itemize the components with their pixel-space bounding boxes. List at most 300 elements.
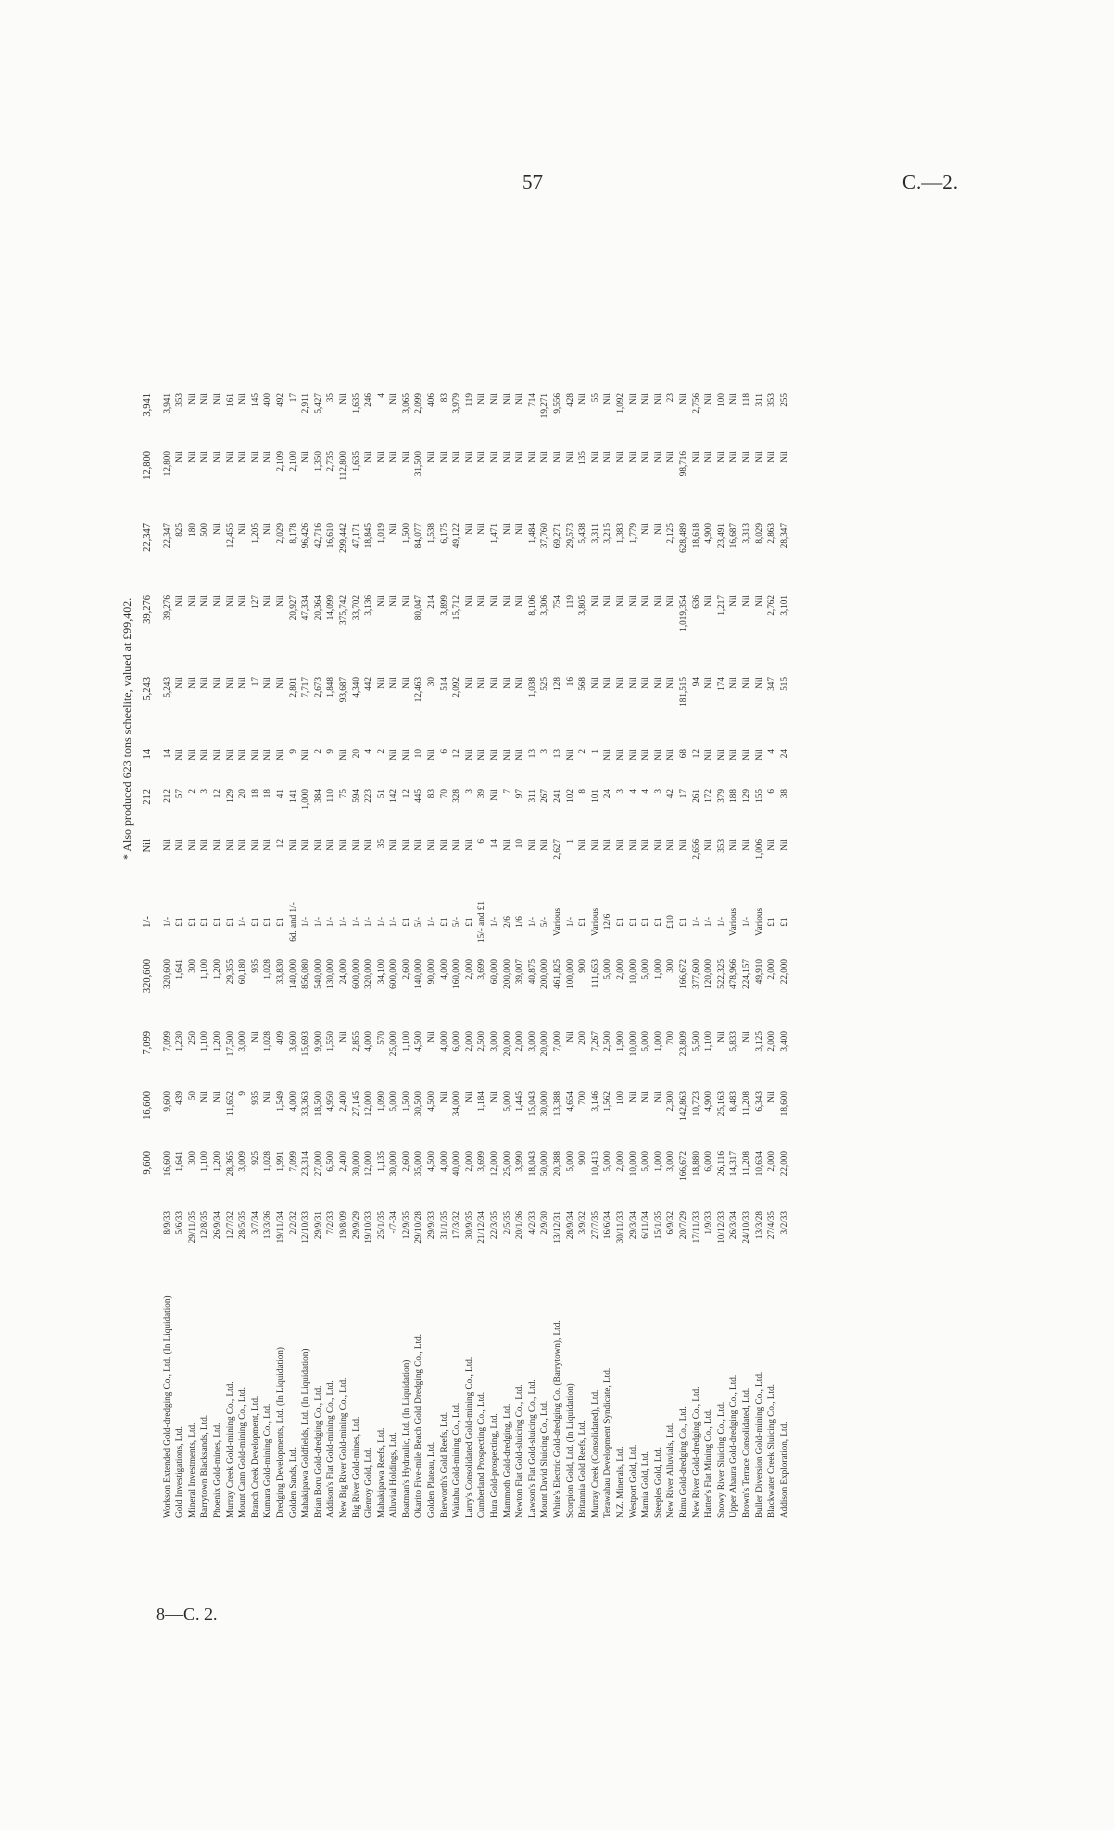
table-cell: Nil <box>728 839 739 851</box>
table-cell: 570 <box>375 1031 386 1045</box>
table-cell: 4 <box>627 789 638 794</box>
table-cell: 11,208 <box>740 1091 751 1116</box>
table-cell: 20,364 <box>312 595 323 621</box>
table-cell: 300 <box>186 959 197 973</box>
table-cell: 5,000 <box>564 1151 575 1172</box>
table-cell: 754 <box>552 595 562 609</box>
table-cell: 27,145 <box>350 1091 361 1117</box>
table-cell: 18,600 <box>778 1091 789 1117</box>
table-cell: 29/10/28 <box>413 1211 424 1244</box>
table-cell: 212 <box>142 789 153 805</box>
table-row <box>614 391 627 1520</box>
table-cell: 30,000 <box>350 1151 361 1177</box>
table-cell: Nil <box>526 839 537 851</box>
table-cell: £1 <box>614 917 625 927</box>
table-cell: 22,000 <box>778 1151 789 1177</box>
table-cell: 40,875 <box>526 959 537 985</box>
table-cell: 27/7/35 <box>589 1211 600 1240</box>
table-cell: £1 <box>652 917 663 927</box>
table-cell: 12/7/32 <box>224 1211 235 1240</box>
table-cell: 515 <box>778 677 789 691</box>
table-row <box>274 391 287 1520</box>
table-cell: 2,627 <box>552 839 562 860</box>
table-cell: 1,100 <box>400 1031 411 1052</box>
table-cell: Nil <box>539 839 550 851</box>
table-cell: 17 <box>287 393 298 403</box>
company-name-cell: Boatman's Hydraulic, Ltd. (In Liquidation) <box>400 1359 411 1518</box>
table-cell: Nil <box>211 677 222 689</box>
table-cell: 7,267 <box>589 1031 600 1052</box>
table-cell: 2,100 <box>287 451 298 472</box>
table-cell: 2,000 <box>766 1151 777 1172</box>
table-cell: 1,484 <box>526 523 537 544</box>
table-cell: 29/3/34 <box>627 1211 638 1240</box>
table-cell: Nil <box>237 677 248 689</box>
company-name-cell: Branch Creek Development, Ltd. <box>249 1395 260 1518</box>
table-cell: 75 <box>337 789 348 799</box>
table-cell: 50 <box>186 1091 197 1101</box>
table-cell: Nil <box>237 749 248 761</box>
table-cell: Nil <box>300 451 311 463</box>
table-cell: 31,500 <box>413 451 424 477</box>
table-cell: 68 <box>677 749 688 759</box>
company-name-cell: Larry's Consolidated Gold-mining Co., Ltd. <box>463 1356 474 1518</box>
table-cell: 23,314 <box>300 1151 311 1177</box>
table-cell: 16 <box>564 677 575 687</box>
table-row <box>664 391 677 1520</box>
table-cell: 2,673 <box>312 677 323 698</box>
table-cell: Nil <box>174 839 185 851</box>
table-cell: Nil <box>703 749 714 761</box>
table-cell: £1 <box>224 917 235 927</box>
table-cell: 1,019,354 <box>677 595 688 632</box>
table-cell: Nil <box>199 595 210 607</box>
table-cell: Nil <box>476 749 487 761</box>
company-name-cell: Okarito Five-mile Beach Gold Dredging Co., Ltd. <box>413 1334 424 1518</box>
table-cell: 328 <box>451 789 462 803</box>
table-cell: Nil <box>463 1091 474 1103</box>
table-cell: 155 <box>753 789 764 803</box>
table-cell: 2,911 <box>300 393 311 414</box>
table-cell: 1/- <box>237 916 248 928</box>
table-row <box>690 391 703 1520</box>
table-cell: 1,200 <box>211 1031 222 1052</box>
table-cell: Nil <box>363 839 374 851</box>
table-cell: Nil <box>766 839 777 851</box>
table-cell: Nil <box>262 677 273 689</box>
table-cell: 379 <box>715 789 726 803</box>
table-cell: 2,855 <box>350 1031 361 1052</box>
table-cell: 1/- <box>740 916 751 928</box>
table-cell: 311 <box>526 789 537 803</box>
table-cell: 5,000 <box>602 959 613 980</box>
table-cell: 26,116 <box>715 1151 726 1176</box>
table-cell: 83 <box>426 789 437 799</box>
table-cell: 2,500 <box>602 1031 613 1052</box>
company-name-cell: Newton Flat Gold-sluicing Co., Ltd. <box>514 1384 525 1518</box>
table-cell: 200 <box>577 1031 588 1045</box>
table-cell: 12/10/33 <box>300 1211 311 1244</box>
table-cell: 255 <box>778 393 789 407</box>
table-cell: 15,043 <box>526 1091 537 1117</box>
table-cell: £1 <box>778 917 789 927</box>
table-cell: 127 <box>249 595 260 609</box>
table-cell: 39,276 <box>142 595 153 624</box>
table-cell: 135 <box>577 451 588 465</box>
table-cell: 1/- <box>337 916 348 928</box>
table-cell: Nil <box>703 393 714 405</box>
table-cell: 5,000 <box>501 1091 512 1112</box>
table-cell: Nil <box>237 451 248 463</box>
table-cell: 16,610 <box>325 523 336 549</box>
table-cell: 1,848 <box>325 677 336 698</box>
table-cell: Nil <box>589 677 600 689</box>
table-cell: 33,363 <box>300 1091 311 1117</box>
table-cell: 214 <box>426 595 437 609</box>
table-cell: 241 <box>552 789 562 803</box>
table-cell: £1 <box>577 917 588 927</box>
table-cell: Nil <box>640 393 651 405</box>
table-cell: £1 <box>627 917 638 927</box>
table-cell: 3,101 <box>778 595 789 616</box>
table-cell: Nil <box>199 451 210 463</box>
table-cell: 1,205 <box>249 523 260 544</box>
table-cell: Nil <box>614 677 625 689</box>
table-cell: 17/3/32 <box>451 1211 462 1240</box>
table-cell: 37,760 <box>539 523 550 549</box>
table-cell: 14 <box>142 749 153 760</box>
table-cell: Nil <box>438 839 449 851</box>
table-cell: 22/3/35 <box>489 1211 500 1240</box>
table-cell: 10,000 <box>627 1031 638 1057</box>
table-cell: 181,515 <box>677 677 688 707</box>
table-cell: 145 <box>249 393 260 407</box>
table-row <box>425 391 438 1520</box>
table-cell: 900 <box>577 1151 588 1165</box>
table-cell: 2 <box>312 749 323 754</box>
table-cell: 600,000 <box>388 959 399 989</box>
table-cell: 9,900 <box>312 1031 323 1052</box>
table-row <box>740 391 753 1520</box>
table-cell <box>142 1265 161 1520</box>
table-cell: Nil <box>224 595 235 607</box>
company-name-cell: Mammoth Gold-dredging, Ltd. <box>501 1403 512 1518</box>
table-cell: 97 <box>514 789 525 799</box>
table-cell: 375,742 <box>337 595 348 625</box>
table-cell: 500 <box>199 523 210 537</box>
table-cell: Nil <box>652 451 663 463</box>
table-cell: 24 <box>602 789 613 799</box>
table-cell: 19,271 <box>539 393 550 419</box>
table-cell: 1 <box>589 749 600 754</box>
table-cell: 18,500 <box>312 1091 323 1117</box>
table-cell: 29,573 <box>564 523 575 549</box>
table-cell: 2,125 <box>665 523 676 544</box>
table-cell: 33,702 <box>350 595 361 621</box>
table-cell: 1,383 <box>614 523 625 544</box>
table-cell: 5/- <box>413 916 424 928</box>
table-cell: 1,092 <box>614 393 625 414</box>
table-row <box>765 391 778 1520</box>
table-cell: Nil <box>476 523 487 535</box>
table-cell: Nil <box>199 839 210 851</box>
table-cell: 492 <box>274 393 285 407</box>
table-cell: 568 <box>577 677 588 691</box>
table-cell: 29/9/33 <box>426 1211 437 1240</box>
table-cell: Nil <box>249 451 260 463</box>
table-cell: 12,000 <box>363 1091 374 1117</box>
table-cell: 1 <box>564 839 575 844</box>
table-cell: 3,899 <box>438 595 449 616</box>
table-cell: 2,300 <box>665 1091 676 1112</box>
table-cell: 14 <box>489 839 500 849</box>
table-cell: Nil <box>627 749 638 761</box>
table-cell: 110 <box>325 789 336 803</box>
table-cell: 17/11/33 <box>690 1211 701 1244</box>
table-cell: Nil <box>211 839 222 851</box>
table-cell: 384 <box>312 789 323 803</box>
table-cell: 2,735 <box>325 451 336 472</box>
table-cell: Nil <box>142 839 153 853</box>
table-cell: 119 <box>564 595 575 609</box>
table-row <box>287 391 300 1520</box>
table-cell: 2 <box>577 749 588 754</box>
table-cell: 1,184 <box>476 1091 487 1112</box>
table-cell: Nil <box>489 749 500 761</box>
table-cell: 2,099 <box>413 393 424 414</box>
table-cell: Nil <box>463 749 474 761</box>
table-cell: Nil <box>501 451 512 463</box>
table-cell: Nil <box>262 749 273 761</box>
company-name-cell: New Big River Gold-mining Co., Ltd. <box>337 1377 348 1518</box>
table-cell: 9 <box>325 749 336 754</box>
table-cell: 41 <box>274 789 285 799</box>
table-cell: 3,125 <box>753 1031 764 1052</box>
table-cell: 3,215 <box>602 523 613 544</box>
table-cell: Nil <box>677 839 688 851</box>
table-cell: Nil <box>652 595 663 607</box>
company-name-cell: Murray Creek Gold-mining Co., Ltd. <box>224 1381 235 1518</box>
table-cell: 1/- <box>161 916 172 928</box>
table-cell: 5/6/33 <box>174 1211 185 1235</box>
table-cell: Nil <box>186 839 197 851</box>
table-cell: 19/10/33 <box>363 1211 374 1244</box>
table-cell: 856,080 <box>300 959 311 989</box>
signature-mark: 8—C. 2. <box>156 1604 218 1624</box>
table-cell: 111,653 <box>589 959 600 989</box>
table-cell: Nil <box>501 677 512 689</box>
table-cell: 1,006 <box>753 839 764 860</box>
table-cell: Nil <box>274 677 285 689</box>
table-cell: Nil <box>665 677 676 689</box>
table-row <box>576 391 589 1520</box>
company-name-cell: New River Gold-dredging Co., Ltd. <box>690 1386 701 1518</box>
table-cell: 10,723 <box>690 1091 701 1117</box>
table-cell: Nil <box>211 451 222 463</box>
table-cell: 180 <box>186 523 197 537</box>
table-cell: 12/8/35 <box>199 1211 210 1240</box>
table-cell: 34,100 <box>375 959 386 985</box>
table-cell: 130,000 <box>325 959 336 989</box>
table-cell: 2,600 <box>400 959 411 980</box>
table-cell: 60,000 <box>489 959 500 985</box>
table-total-row <box>142 391 161 1520</box>
table-row <box>350 391 363 1520</box>
table-cell: 1,445 <box>514 1091 525 1112</box>
table-cell: 714 <box>526 393 537 407</box>
page-number: 57 <box>522 170 543 194</box>
table-cell: 141 <box>287 789 298 803</box>
table-cell: Nil <box>186 595 197 607</box>
table-cell: 25,000 <box>388 1031 399 1057</box>
table-cell: 34,000 <box>451 1091 462 1117</box>
table-cell: 10 <box>413 749 424 759</box>
table-cell: Nil <box>186 749 197 761</box>
table-cell: 20 <box>350 749 361 759</box>
table-cell: 1,549 <box>274 1091 285 1112</box>
table-cell: 20,927 <box>287 595 298 621</box>
table-cell: 353 <box>766 393 777 407</box>
table-cell: 7,099 <box>161 1031 172 1052</box>
table-cell: 28,347 <box>778 523 789 549</box>
table-row <box>161 391 174 1520</box>
table-cell: 9 <box>287 749 298 754</box>
table-cell: £1 <box>199 917 210 927</box>
table-cell: 1,635 <box>350 451 361 472</box>
table-cell: 2/6 <box>501 916 512 928</box>
table-row <box>186 391 199 1520</box>
table-cell: Nil <box>602 749 613 761</box>
table-cell: Nil <box>602 677 613 689</box>
table-cell: 55 <box>589 393 600 403</box>
table-cell: 1,100 <box>199 959 210 980</box>
table-cell: 93,687 <box>337 677 348 703</box>
table-cell: 35 <box>325 393 336 403</box>
table-cell: 1,000 <box>652 1151 663 1172</box>
table-cell: 1,135 <box>375 1151 386 1172</box>
table-cell: Nil <box>337 839 348 851</box>
table-cell: 94 <box>690 677 701 687</box>
table-cell: 3,000 <box>489 1031 500 1052</box>
table-cell: Nil <box>237 393 248 405</box>
table-cell: 1/- <box>363 916 374 928</box>
table-row <box>639 391 652 1520</box>
table-cell: 1/- <box>325 916 336 928</box>
table-cell: 26/9/34 <box>211 1211 222 1240</box>
table-cell: Nil <box>186 451 197 463</box>
table-cell: 166,672 <box>677 1151 688 1181</box>
table-cell: 5/- <box>451 916 462 928</box>
company-name-cell: Hatter's Flat Mining Co., Ltd. <box>703 1408 714 1518</box>
table-cell: Various <box>552 907 562 937</box>
table-row <box>173 391 186 1520</box>
company-name-cell: Brian Boru Gold-dredging Co., Ltd. <box>312 1385 323 1518</box>
table-cell: 18,845 <box>363 523 374 549</box>
table-cell: Nil <box>703 677 714 689</box>
table-cell: 24,000 <box>337 959 348 985</box>
table-cell: 28/9/34 <box>564 1211 575 1240</box>
table-cell: Nil <box>463 839 474 851</box>
table-cell: 8,106 <box>526 595 537 616</box>
table-cell: 128 <box>552 677 562 691</box>
table-row <box>677 391 690 1520</box>
table-cell: 3 <box>199 789 210 794</box>
table-cell: Nil <box>312 839 323 851</box>
table-cell: 4,654 <box>564 1091 575 1112</box>
table-cell: 4,500 <box>413 1031 424 1052</box>
table-cell: 30,500 <box>413 1091 424 1117</box>
table-cell: 4,900 <box>703 1091 714 1112</box>
table-cell: 2,000 <box>463 1031 474 1052</box>
table-cell: 3,311 <box>589 523 600 544</box>
table-cell: Nil <box>665 749 676 761</box>
table-cell: 1/- <box>564 916 575 928</box>
table-cell: 3,805 <box>577 595 588 616</box>
table-cell: 49,910 <box>753 959 764 985</box>
table-cell: Nil <box>463 523 474 535</box>
table-cell: Nil <box>501 839 512 851</box>
table-row <box>249 391 262 1520</box>
company-name-cell: Westport Gold, Ltd. <box>627 1444 638 1518</box>
table-cell: 2/5/35 <box>501 1211 512 1235</box>
table-cell: 29/9/31 <box>312 1211 323 1240</box>
table-row <box>727 391 740 1520</box>
table-cell: Nil <box>703 839 714 851</box>
table-cell: 1/- <box>690 916 701 928</box>
table-cell: 1,538 <box>426 523 437 544</box>
table-cell: 11,652 <box>224 1091 235 1116</box>
table-cell: Nil <box>325 839 336 851</box>
table-cell: 14 <box>161 749 172 759</box>
table-cell: 60,180 <box>237 959 248 985</box>
table-cell: 101 <box>589 789 600 803</box>
table-cell: 353 <box>174 393 185 407</box>
company-name-cell: Brown's Terrace Consolidated, Ltd. <box>740 1387 751 1518</box>
table-cell: 83 <box>438 393 449 403</box>
table-cell: Nil <box>463 677 474 689</box>
table-cell: 7,717 <box>300 677 311 698</box>
table-cell: 6,343 <box>753 1091 764 1112</box>
table-cell: Nil <box>703 595 714 607</box>
table-cell: 3,699 <box>476 959 487 980</box>
table-cell: 3,990 <box>514 1151 525 1172</box>
table-cell: 14,099 <box>325 595 336 621</box>
table-cell: Nil <box>514 451 525 463</box>
table-cell: Nil <box>665 595 676 607</box>
table-cell: -/7-34 <box>388 1211 399 1234</box>
table-cell: 100,000 <box>564 959 575 989</box>
table-cell: 166,672 <box>677 959 688 989</box>
table-cell: Nil <box>249 839 260 851</box>
table-cell: Nil <box>363 451 374 463</box>
table-cell: 3,009 <box>237 1151 248 1172</box>
table-cell: 7,099 <box>142 1031 153 1055</box>
table-cell: Nil <box>652 393 663 405</box>
table-cell: Nil <box>627 595 638 607</box>
table-cell: 39 <box>476 789 487 799</box>
table-cell: Nil <box>753 451 764 463</box>
table-cell: 4,000 <box>363 1031 374 1052</box>
table-cell: Nil <box>262 523 273 535</box>
table-cell: Nil <box>614 839 625 851</box>
company-name-cell: Blackwater Creek Sluicing Co., Ltd. <box>766 1384 777 1518</box>
table-cell: 300 <box>665 959 676 973</box>
table-cell: Nil <box>463 451 474 463</box>
table-cell: 20/7/29 <box>677 1211 688 1240</box>
table-cell: 1,200 <box>211 959 222 980</box>
table-cell: Nil <box>262 839 273 851</box>
table-cell: £1 <box>640 917 651 927</box>
